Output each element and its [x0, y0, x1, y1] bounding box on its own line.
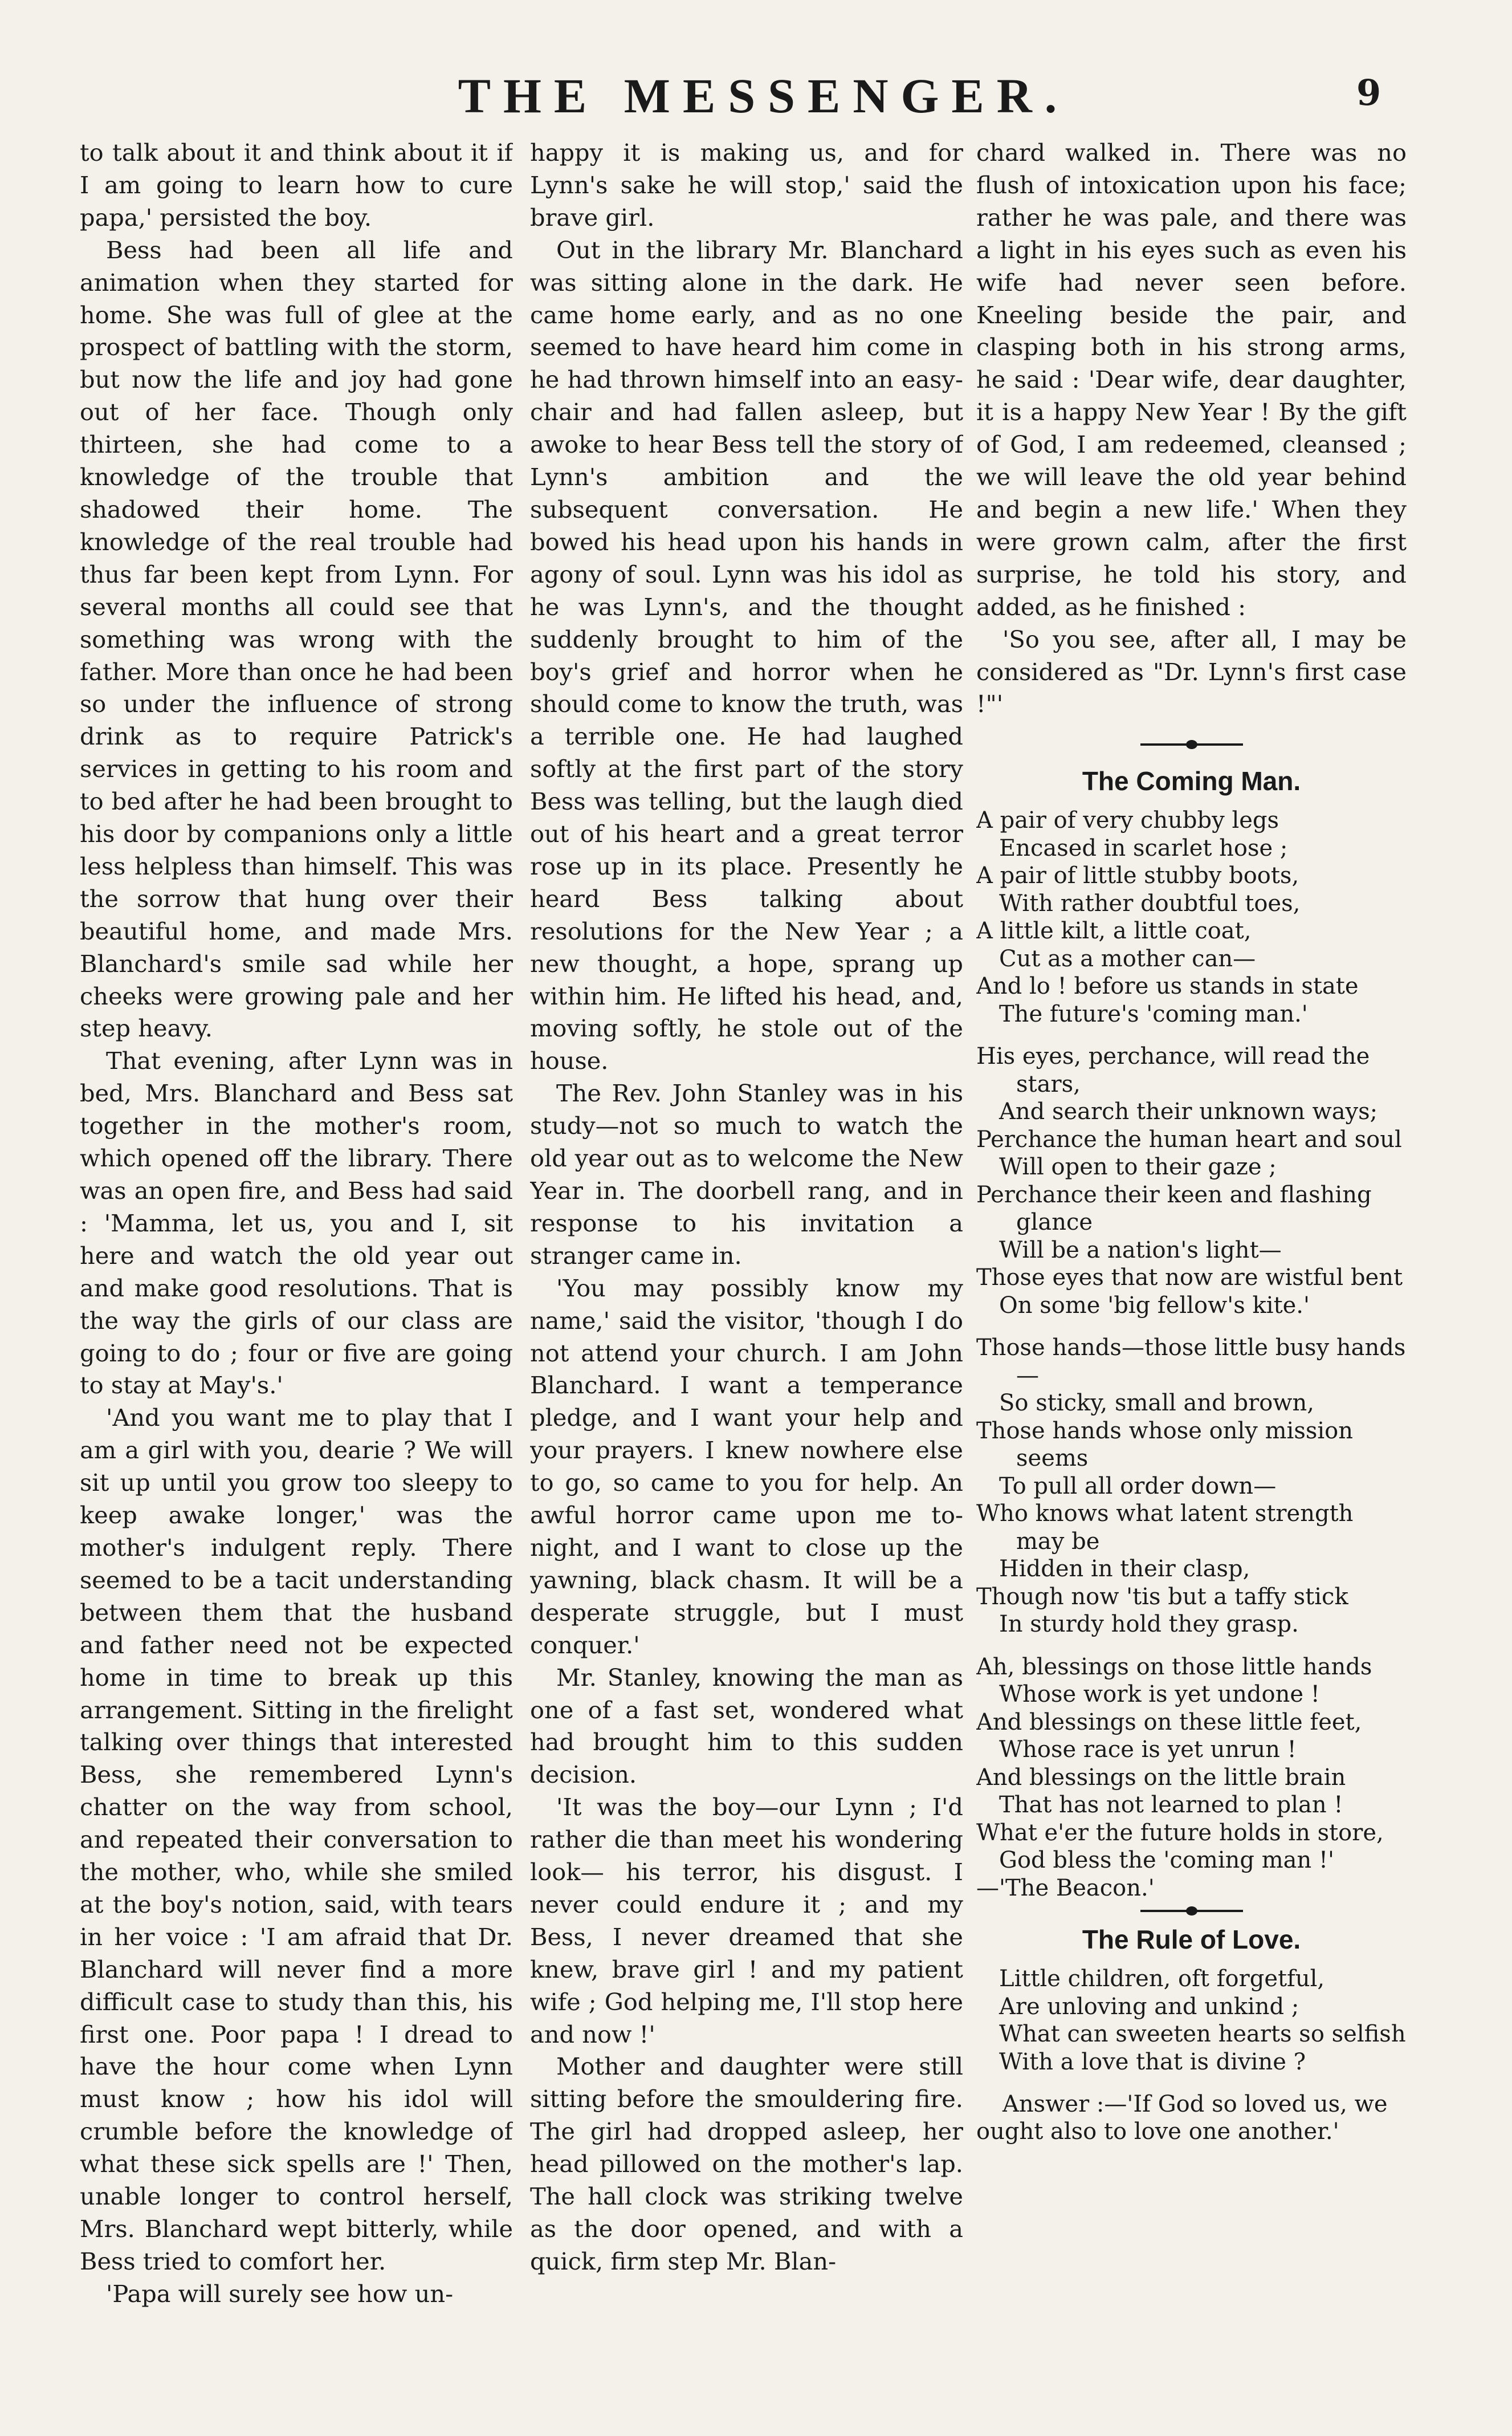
poem-line: And search their unknown ways;: [999, 1099, 1378, 1125]
poem-line: What can sweeten hearts so selfish: [999, 2021, 1406, 2048]
poem-line: Are unloving and unkind ;: [999, 1993, 1299, 2020]
page-number: 9: [1356, 72, 1381, 113]
poem-line: Those hands whose only mission seems: [976, 1417, 1354, 1472]
poem-line: Whose race is yet unrun !: [999, 1736, 1297, 1763]
poem-line: A pair of little stubby boots,: [976, 863, 1299, 889]
paragraph: 'So you see, after all, I may be considered as "Dr. Lynn's first case !"': [976, 625, 1407, 718]
paragraph: That evening, after Lynn was in bed, Mrs. Blanchard and Bess sat together in the mother's room, which opened off the library. There was an open fire, and Bess had said : 'Mamma, let us, you and I, sit here and watch the old year out and make good resolutions. That is the way the girls of our class are going to do ; four or five are going to stay at May's.': [80, 1047, 513, 1400]
stanza: [976, 807, 1407, 1028]
section-divider: [1140, 1910, 1243, 1912]
paragraph: to talk about it and think about it if I am going to learn how to cure papa,' persisted the boy.: [80, 139, 513, 231]
poem-line: And blessings on the little brain: [976, 1764, 1346, 1791]
paragraph: Mother and daughter were still sitting before the smouldering fire. The girl had dropped asleep, her head pillowed on the mother's lap. The hall clock was striking twelve as the door opened, and with a quick, firm step Mr. Blan-: [530, 2052, 963, 2275]
paragraph: happy it is making us, and for Lynn's sake he will stop,' said the brave girl.: [530, 139, 963, 231]
poem-line: Ah, blessings on those little hands: [976, 1653, 1372, 1680]
poem-source: —'The Beacon.': [976, 1874, 1155, 1901]
newspaper-title: THE MESSENGER.: [458, 68, 1070, 123]
paragraph: 'It was the boy—our Lynn ; I'd rather die than meet his wondering look— his terror, his disgust. I never could endure it ; and my Bess, I never dreamed that she knew, brave girl ! and my patient wife ; God helping me, I'll stop here and now !': [530, 1793, 963, 2048]
masthead: [0, 67, 1512, 136]
poem-title-rule-of-love: The Rule of Love.: [1082, 1925, 1301, 1955]
paragraph: chard walked in. There was no flush of intoxication upon his face; rather he was pale, and there was a light in his eyes such as even his wife had never seen before. Kneeling beside the pair, and clasping both in his strong arms, he said : 'Dear wife, dear daughter, it is a happy New Year ! By the gift of God, I am redeemed, cleansed ; we will leave the old year behind and begin a new life.' When they were grown calm, after the first surprise, he told his story, and added, as he finished :: [976, 139, 1407, 621]
paragraph: 'You may possibly know my name,' said the visitor, 'though I do not attend your church. I am John Blanchard. I want a temperance pledge, and I want your help and your prayers. I knew nowhere else to go, so came to you for help. An awful horror came upon me to-night, and I want to close up the yawning, black chasm. It will be a desperate struggle, but I must conquer.': [530, 1274, 963, 1659]
poem-line: His eyes, perchance, will read the stars,: [976, 1043, 1370, 1097]
paragraph: 'Papa will surely see how un-: [106, 2279, 454, 2308]
poem-line: Whose work is yet undone !: [999, 1681, 1320, 1708]
poem-line: The future's 'coming man.': [999, 1001, 1308, 1027]
poem-line: In sturdy hold they grasp.: [999, 1611, 1299, 1638]
poem-line: God bless the 'coming man !': [999, 1847, 1335, 1874]
paragraph: Out in the library Mr. Blanchard was sitting alone in the dark. He came home early, and as no one seemed to have heard him come in he had thrown himself into an easy-chair and had fallen asleep, but awoke to hear Bess tell the story of Lynn's ambition and the subsequent conversation. He bowed his head upon his hands in agony of soul. Lynn was his idol as he was Lynn's, and the thought suddenly brought to him of the boy's grief and horror when he should come to know the truth, was a terrible one. He had laughed softly at the first part of the story Bess was telling, but the laugh died out of his heart and a great terror rose up in its place. Presently he heard Bess talking about resolutions for the New Year ; a new thought, a hope, sprang up within him. He lifted his head, and, moving softly, he stole out of the house.: [530, 235, 963, 1075]
poem-line: Perchance the human heart and soul: [976, 1126, 1402, 1153]
answer-text: Answer :—'If God so loved us, we ought also to love one another.': [976, 2091, 1388, 2145]
column-3: [976, 137, 1407, 2406]
poem-rule-of-love: [976, 1965, 1407, 2145]
section-divider: [1140, 743, 1243, 746]
poem-line: Hidden in their clasp,: [999, 1556, 1250, 1583]
poem-line: Will be a nation's light—: [999, 1237, 1282, 1263]
poem-line: Encased in scarlet hose ;: [999, 835, 1288, 861]
poem-line: With rather doubtful toes,: [999, 890, 1301, 917]
poem-line: Little children, oft forgetful,: [999, 1966, 1325, 1992]
poem-line: Those eyes that now are wistful bent: [976, 1264, 1403, 1291]
poem-line: And lo ! before us stands in state: [976, 973, 1359, 1000]
poem-title-coming-man: The Coming Man.: [1082, 766, 1301, 796]
poem-line: Those hands—those little busy hands—: [976, 1335, 1406, 1389]
paragraph: Bess had been all life and animation when they started for home. She was full of glee at the prospect of battling with the storm, but now the life and joy had gone out of her face. Though only thirteen, she had come to a knowledge of the trouble that shadowed their home. The knowledge of the real trouble had thus far been kept from Lynn. For several months all could see that something was wrong with the father. More than once he had been so under the influence of strong drink as to require Patrick's services in getting to his room and to bed after he had been brought to his door by companions only a little less helpless than himself. This was the sorrow that hung over their beautiful home, and made Mrs. Blanchard's smile sad while her cheeks were growing pale and her step heavy.: [80, 235, 513, 1043]
poem-line: Perchance their keen and flashing glance: [976, 1181, 1372, 1236]
stanza: [976, 1965, 1407, 2076]
paragraph: Mr. Stanley, knowing the man as one of a fast set, wondered what had brought him to this sudden decision.: [530, 1663, 963, 1789]
poem-line: What e'er the future holds in store,: [976, 1819, 1384, 1846]
paragraph: The Rev. John Stanley was in his study—not so much to watch the old year out as to welcome the New Year in. The doorbell rang, and in response to his invitation a stranger came in.: [530, 1079, 963, 1270]
poem-line: That has not learned to plan !: [999, 1792, 1343, 1819]
poem-line: A little kilt, a little coat,: [976, 918, 1252, 945]
paragraph: 'And you want me to play that I am a girl with you, dearie ? We will sit up until you grow too sleepy to keep awake longer,' was the mother's indulgent reply. There seemed to be a tacit understanding between them that the husband and father need not be expected home in time to break up this arrangement. Sitting in the firelight talking over things that interested Bess, she remembered Lynn's chatter on the way from school, and repeated their conversation to the mother, who, while she smiled at the boy's notion, said, with tears in her voice : 'I am afraid that Dr. Blanchard will never find a more difficult case to study than this, his first one. Poor papa ! I dread to have the hour come when Lynn must know ; how his idol will crumble before the knowledge of what these sick spells are !' Then, unable longer to control herself, Mrs. Blanchard wept bitterly, while Bess tried to comfort her.: [80, 1404, 513, 2275]
stanza: [976, 1334, 1407, 1638]
poem-line: With a love that is divine ?: [999, 2048, 1306, 2075]
stanza: [976, 1653, 1407, 1902]
poem-line: And blessings on these little feet,: [976, 1709, 1362, 1735]
poem-line: Who knows what latent strength may be: [976, 1500, 1354, 1555]
poem-line: So sticky, small and brown,: [999, 1390, 1315, 1417]
poem-coming-man: [976, 807, 1407, 1902]
poem-line: Though now 'tis but a taffy stick: [976, 1583, 1348, 1610]
column-1: [80, 137, 513, 2406]
poem-line: Will open to their gaze ;: [999, 1154, 1277, 1181]
poem-line: A pair of very chubby legs: [976, 807, 1279, 834]
poem-line: Cut as a mother can—: [999, 945, 1256, 972]
poem-line: On some 'big fellow's kite.': [999, 1292, 1310, 1319]
column-2: [530, 137, 963, 2406]
poem-line: To pull all order down—: [999, 1473, 1277, 1499]
stanza: [976, 1043, 1407, 1319]
